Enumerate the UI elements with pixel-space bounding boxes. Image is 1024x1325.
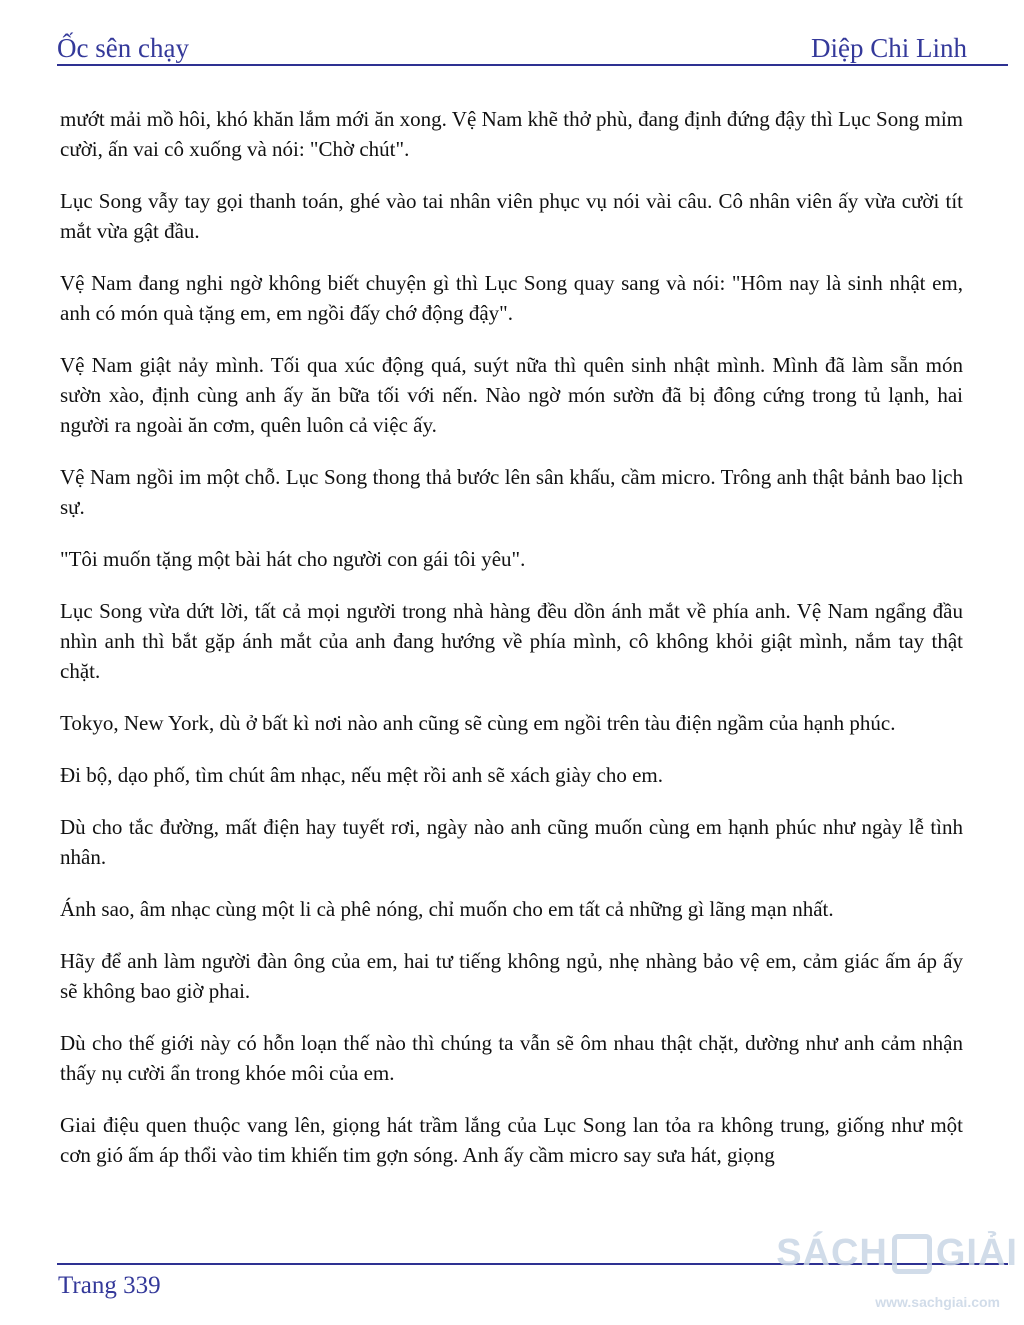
paragraph: Lục Song vừa dứt lời, tất cả mọi người trong nhà hàng đều dồn ánh mắt về phía anh. Vệ Nam ngẩng đầu nhìn anh thì bắt gặp ánh mắt của anh đang hướng về phía mình, cô không khỏi giật mình, nắm tay thật chặt. [60,599,963,683]
watermark [776,1232,1018,1322]
book-icon [892,1234,932,1274]
paragraph: Tokyo, New York, dù ở bất kì nơi nào anh cũng sẽ cùng em ngồi trên tàu điện ngầm của hạnh phúc. [60,711,896,735]
paragraph: Giai điệu quen thuộc vang lên, giọng hát trầm lắng của Lục Song lan tỏa ra không trung, giống như một cơn gió ấm áp thổi vào tim khiến tim gợn sóng. Anh ấy cầm micro say sưa hát, giọng [60,1113,963,1167]
paragraph: Dù cho thế giới này có hỗn loạn thế nào thì chúng ta vẫn sẽ ôm nhau thật chặt, dường như anh cảm nhận thấy nụ cười ẩn trong khóe môi của em. [60,1031,963,1085]
paragraph: Hãy để anh làm người đàn ông của em, hai tư tiếng không ngủ, nhẹ nhàng bảo vệ em, cảm giác ấm áp ấy sẽ không bao giờ phai. [60,949,963,1003]
paragraph: mướt mải mồ hôi, khó khăn lắm mới ăn xong. Vệ Nam khẽ thở phù, đang định đứng đậy thì Lục Song mỉm cười, ấn vai cô xuống và nói: "Chờ chút". [60,107,963,161]
header-divider [57,64,1008,66]
book-title: Ốc sên chạy [57,33,189,63]
paragraph: Vệ Nam giật nảy mình. Tối qua xúc động quá, suýt nữa thì quên sinh nhật mình. Mình đã làm sẵn món sườn xào, định cùng anh ấy ăn bữa tối với nến. Nào ngờ món sườn đã bị đông cứng trong tủ lạnh, hai người ra ngoài ăn cơm, quên luôn cả việc ấy. [60,353,963,437]
paragraph: Đi bộ, dạo phố, tìm chút âm nhạc, nếu mệt rồi anh sẽ xách giày cho em. [60,763,664,787]
watermark-logo-right: GIẢI [935,1232,1018,1274]
author-name: Diệp Chi Linh [811,33,967,63]
paragraph: Lục Song vẫy tay gọi thanh toán, ghé vào tai nhân viên phục vụ nói vài câu. Cô nhân viên ấy vừa cười tít mắt vừa gật đầu. [60,189,963,243]
watermark-url: www.sachgiai.com [875,1294,1000,1310]
watermark-logo [776,1232,1018,1275]
paragraph: Vệ Nam ngồi im một chỗ. Lục Song thong thả bước lên sân khấu, cầm micro. Trông anh thật bảnh bao lịch sự. [60,465,963,519]
paragraph: Ánh sao, âm nhạc cùng một li cà phê nóng, chỉ muốn cho em tất cả những gì lãng mạn nhất. [60,897,834,921]
page-body [60,104,963,1192]
paragraph: Dù cho tắc đường, mất điện hay tuyết rơi, ngày nào anh cũng muốn cùng em hạnh phúc như ngày lễ tình nhân. [60,815,963,869]
page-header [57,24,967,64]
paragraph: "Tôi muốn tặng một bài hát cho người con gái tôi yêu". [60,547,526,571]
page-number: Trang 339 [58,1272,161,1299]
paragraph: Vệ Nam đang nghi ngờ không biết chuyện gì thì Lục Song quay sang và nói: "Hôm nay là sinh nhật em, anh có món quà tặng em, em ngồi đấy chớ động đậy". [60,271,963,325]
watermark-logo-left: SÁCH [776,1232,888,1274]
